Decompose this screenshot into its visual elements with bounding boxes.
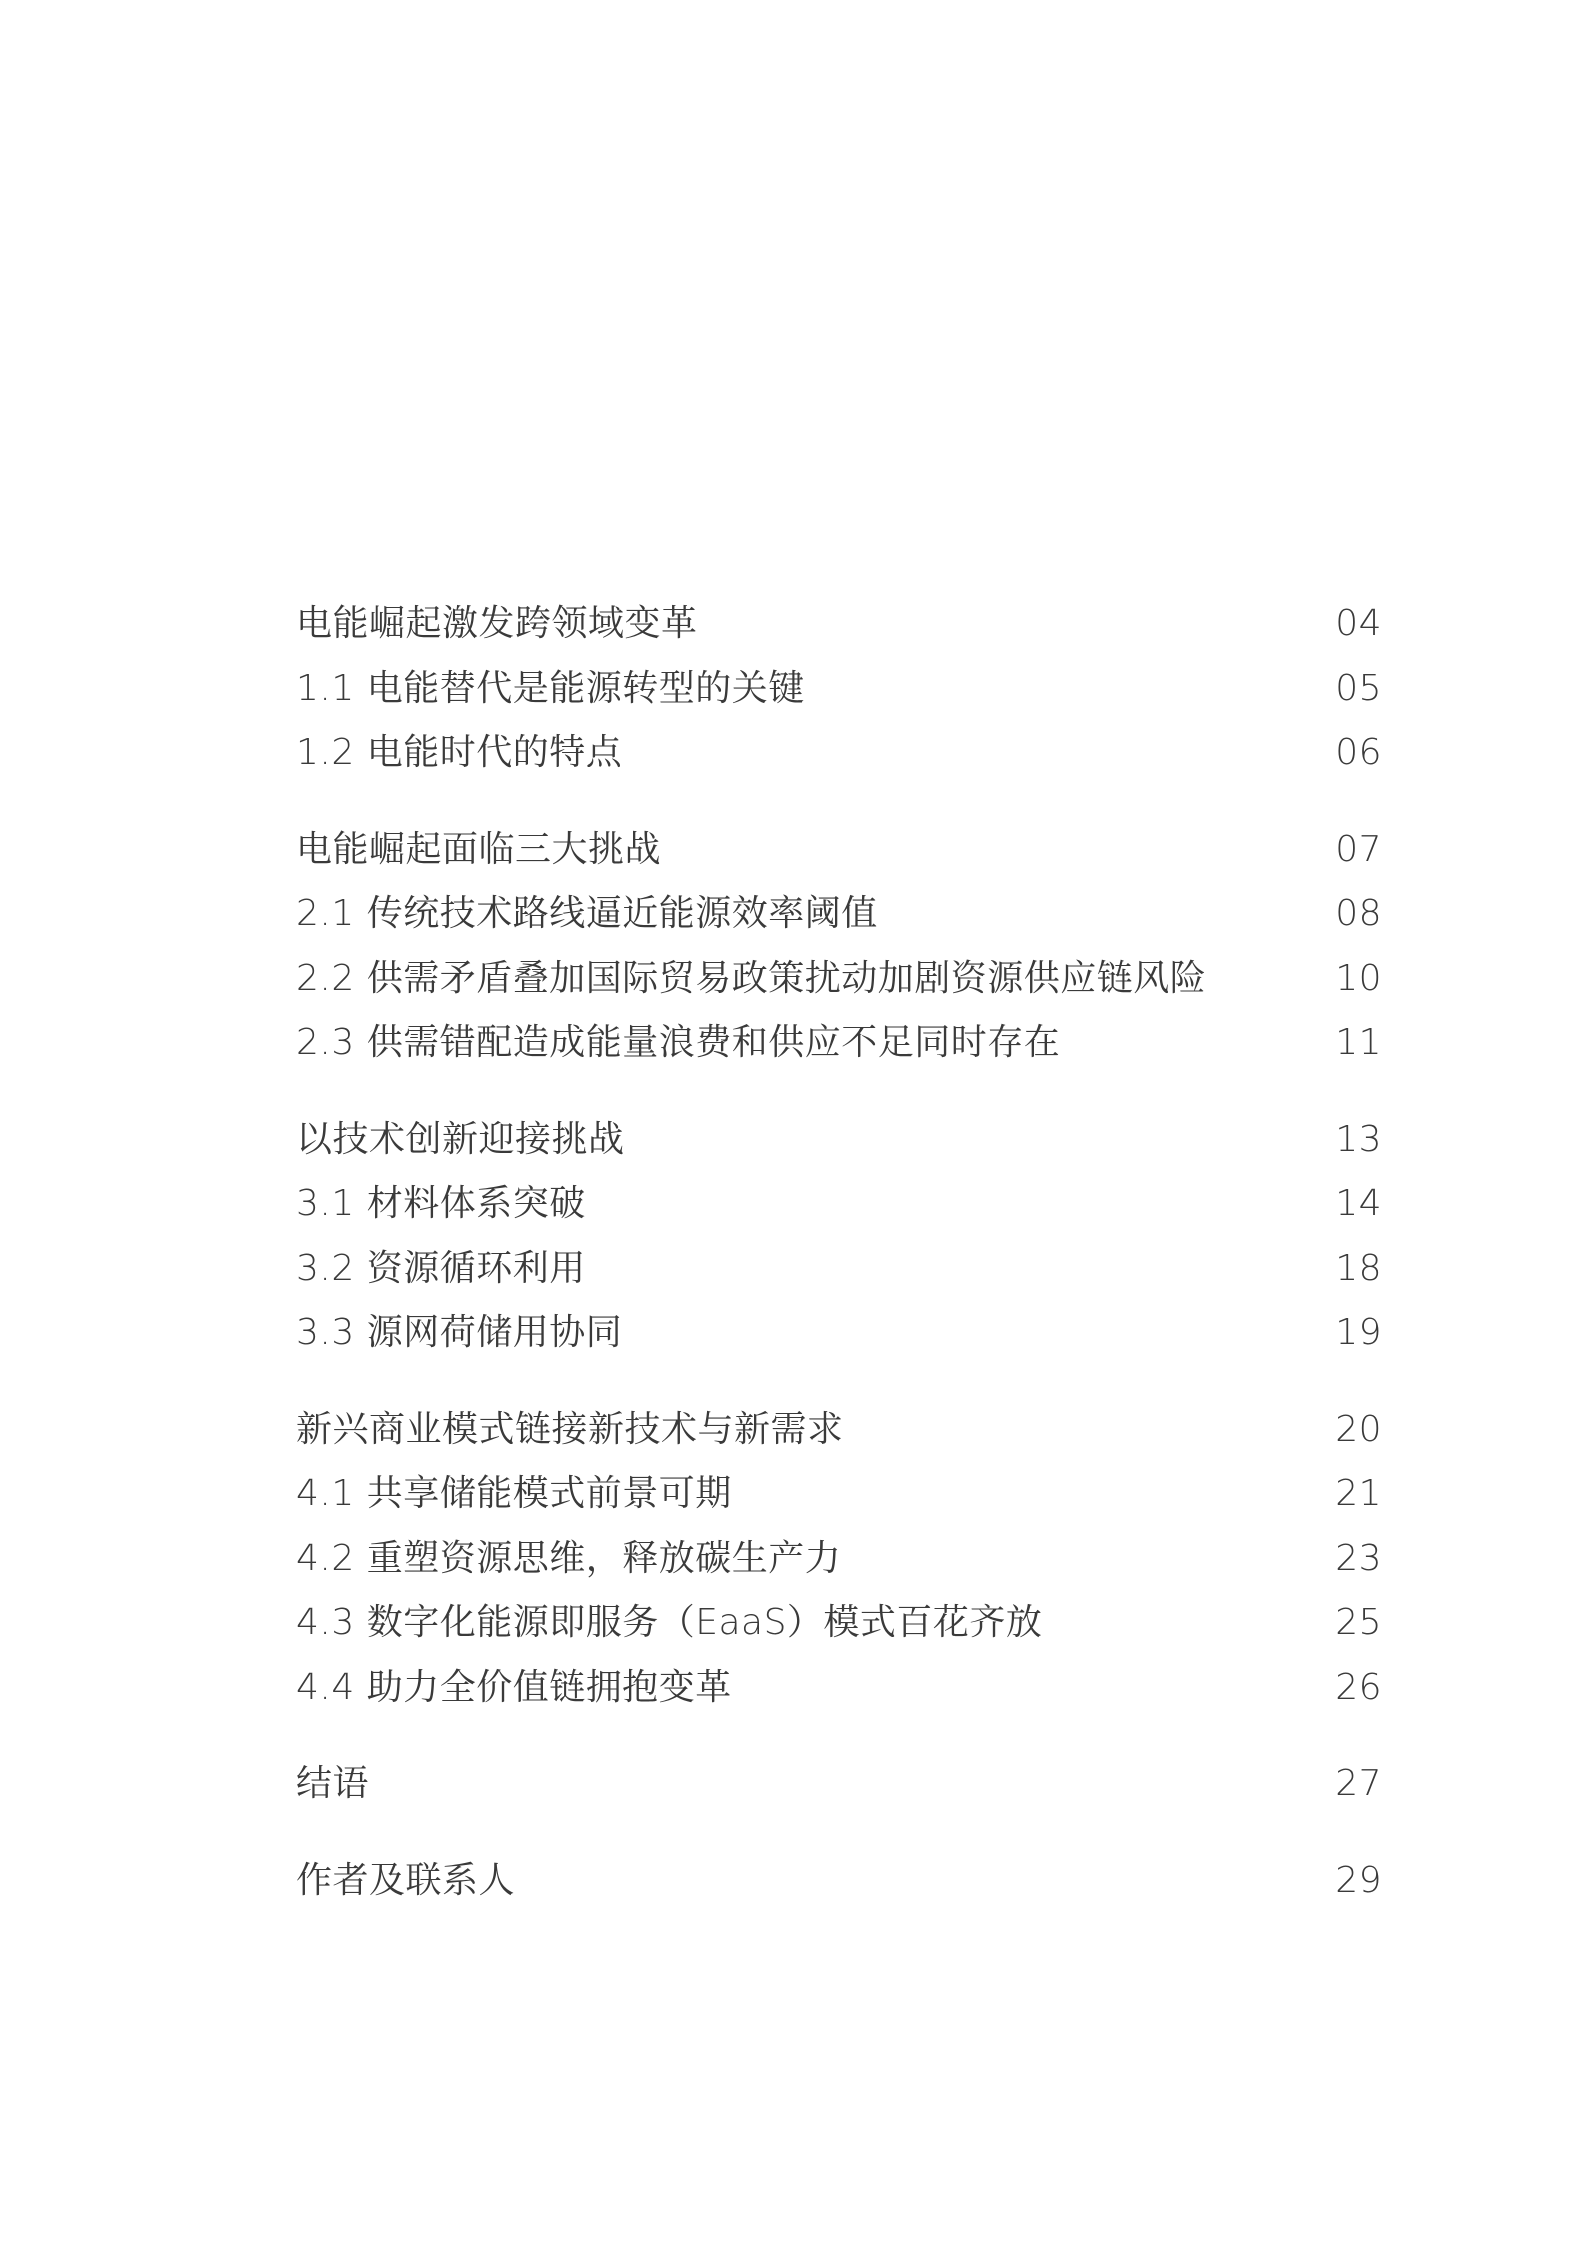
table-of-contents [296, 592, 1382, 1945]
toc-entry[interactable] [296, 882, 1382, 947]
toc-entry-title: 4.4 助力全价值链拥抱变革 [296, 1666, 732, 1708]
toc-entry-page: 07 [1335, 828, 1382, 870]
toc-entry-title: 结语 [296, 1763, 370, 1804]
toc-entry[interactable] [296, 1301, 1382, 1366]
toc-entry[interactable] [296, 1849, 1382, 1914]
toc-entry-title: 2.2 供需矛盾叠加国际贸易政策扰动加剧资源供应链风险 [296, 957, 1207, 999]
toc-entry-title: 4.2 重塑资源思维，释放碳生产力 [296, 1537, 842, 1579]
toc-entry-title: 电能崛起激发跨领域变革 [296, 603, 698, 644]
toc-entry-title: 电能崛起面临三大挑战 [296, 828, 662, 870]
toc-entry-page: 04 [1335, 603, 1382, 644]
toc-entry-page: 13 [1335, 1118, 1382, 1160]
toc-entry-page: 19 [1335, 1312, 1382, 1353]
toc-section-1 [296, 592, 1382, 786]
toc-entry-page: 18 [1335, 1247, 1382, 1289]
toc-section-3 [296, 1108, 1382, 1366]
toc-entry-page: 10 [1335, 957, 1382, 999]
toc-entry[interactable] [296, 1591, 1382, 1656]
toc-entry[interactable] [296, 721, 1382, 786]
toc-section-6 [296, 1849, 1382, 1914]
toc-entry[interactable] [296, 1527, 1382, 1592]
toc-entry-title: 1.1 电能替代是能源转型的关键 [296, 667, 805, 709]
toc-entry-title: 新兴商业模式链接新技术与新需求 [296, 1408, 844, 1450]
toc-entry[interactable] [296, 1237, 1382, 1302]
toc-entry-page: 27 [1335, 1763, 1382, 1804]
toc-entry-page: 20 [1335, 1408, 1382, 1450]
toc-entry-title: 4.3 数字化能源即服务（EaaS）模式百花齐放 [296, 1602, 1043, 1643]
toc-section-5 [296, 1752, 1382, 1817]
toc-entry-page: 29 [1335, 1859, 1382, 1901]
toc-entry-page: 11 [1335, 1022, 1382, 1063]
toc-entry[interactable] [296, 592, 1382, 657]
toc-entry[interactable] [296, 1462, 1382, 1527]
toc-entry[interactable] [296, 818, 1382, 883]
toc-entry-title: 2.1 传统技术路线逼近能源效率阈值 [296, 893, 878, 934]
toc-entry-page: 23 [1335, 1537, 1382, 1579]
toc-entry[interactable] [296, 947, 1382, 1012]
toc-entry-title: 3.3 源网荷储用协同 [296, 1312, 623, 1353]
toc-entry[interactable] [296, 1108, 1382, 1173]
toc-entry[interactable] [296, 657, 1382, 722]
toc-entry-page: 21 [1335, 1473, 1382, 1514]
toc-entry-title: 3.2 资源循环利用 [296, 1247, 586, 1289]
toc-entry-page: 08 [1335, 893, 1382, 934]
toc-entry-title: 2.3 供需错配造成能量浪费和供应不足同时存在 [296, 1022, 1061, 1063]
toc-section-2 [296, 818, 1382, 1076]
toc-entry[interactable] [296, 1752, 1382, 1817]
toc-entry-page: 06 [1335, 732, 1382, 773]
toc-entry-title: 3.1 材料体系突破 [296, 1183, 586, 1224]
toc-entry-page: 25 [1335, 1602, 1382, 1643]
toc-section-4 [296, 1398, 1382, 1721]
toc-entry-page: 05 [1335, 667, 1382, 709]
toc-entry-page: 26 [1335, 1666, 1382, 1708]
toc-entry-title: 作者及联系人 [296, 1859, 516, 1901]
toc-entry-title: 4.1 共享储能模式前景可期 [296, 1473, 732, 1514]
toc-entry-title: 1.2 电能时代的特点 [296, 732, 623, 773]
toc-entry[interactable] [296, 1011, 1382, 1076]
toc-entry-page: 14 [1335, 1183, 1382, 1224]
toc-entry[interactable] [296, 1398, 1382, 1463]
toc-entry[interactable] [296, 1172, 1382, 1237]
toc-entry[interactable] [296, 1656, 1382, 1721]
toc-entry-title: 以技术创新迎接挑战 [296, 1118, 625, 1160]
